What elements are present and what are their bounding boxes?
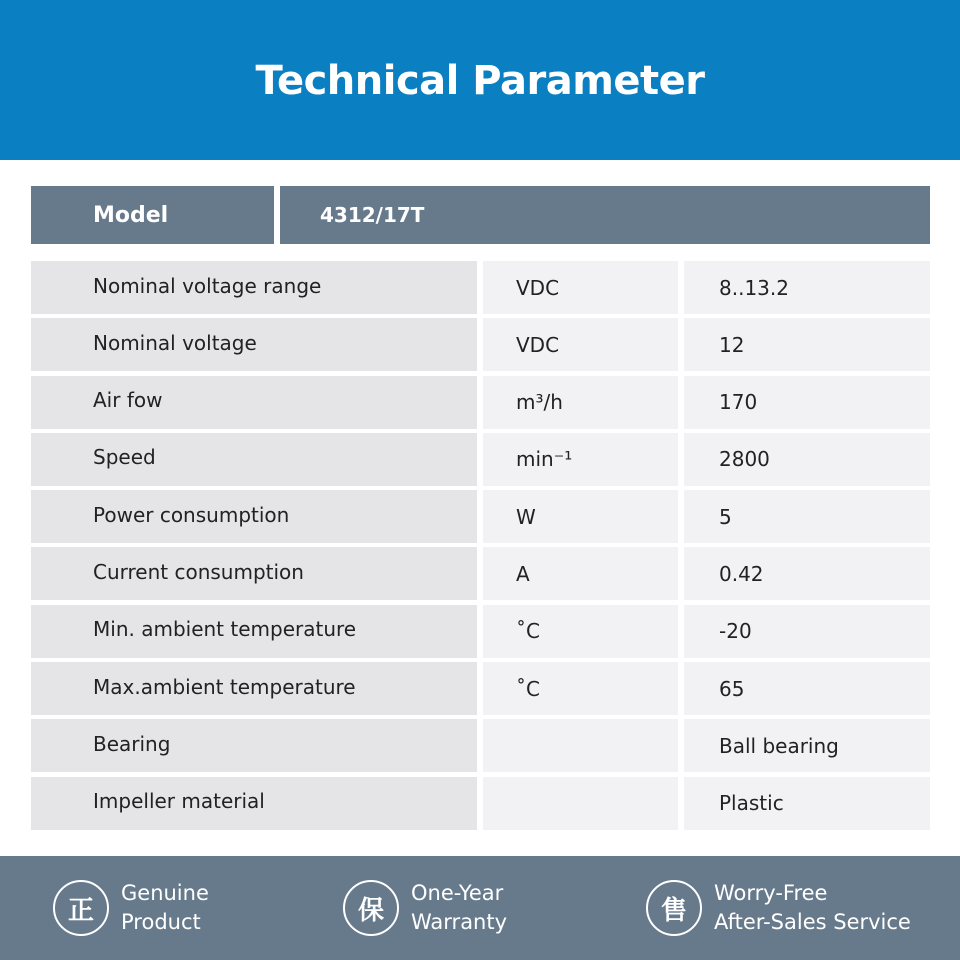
badge-text xyxy=(121,879,209,937)
parameter-value: Plastic xyxy=(684,777,930,830)
model-value: 4312/17T xyxy=(280,186,930,244)
model-label: Model xyxy=(31,186,274,244)
parameter-value: Ball bearing xyxy=(684,719,930,772)
spec-table xyxy=(31,261,930,834)
genuine-seal-icon: 正 xyxy=(53,880,109,936)
badge-line: Warranty xyxy=(411,910,508,934)
parameter-name: Nominal voltage xyxy=(31,318,477,371)
table-row xyxy=(31,433,930,486)
page-title: Technical Parameter xyxy=(255,58,705,104)
parameter-name: Impeller material xyxy=(31,777,477,830)
badge-line: Product xyxy=(121,910,201,934)
parameter-name: Bearing xyxy=(31,719,477,772)
parameter-name: Power consumption xyxy=(31,490,477,543)
parameter-name: Speed xyxy=(31,433,477,486)
table-row xyxy=(31,719,930,772)
parameter-unit: ˚C xyxy=(483,605,678,658)
table-row xyxy=(31,376,930,429)
parameter-value: 0.42 xyxy=(684,547,930,600)
parameter-unit: ˚C xyxy=(483,662,678,715)
parameter-name: Nominal voltage range xyxy=(31,261,477,314)
warranty-seal-icon: 保 xyxy=(343,880,399,936)
parameter-value: 2800 xyxy=(684,433,930,486)
parameter-unit: VDC xyxy=(483,261,678,314)
header-banner xyxy=(0,0,960,160)
parameter-unit: W xyxy=(483,490,678,543)
parameter-name: Current consumption xyxy=(31,547,477,600)
badge-line: Worry-Free xyxy=(714,881,828,905)
parameter-unit: min⁻¹ xyxy=(483,433,678,486)
badge-line: One-Year xyxy=(411,881,504,905)
genuine-product-badge xyxy=(53,856,209,960)
parameter-name: Max.ambient temperature xyxy=(31,662,477,715)
table-row xyxy=(31,318,930,371)
badge-text xyxy=(714,879,911,937)
footer-bar xyxy=(0,856,960,960)
parameter-unit: VDC xyxy=(483,318,678,371)
after-sales-seal-icon: 售 xyxy=(646,880,702,936)
parameter-value: -20 xyxy=(684,605,930,658)
badge-line: After-Sales Service xyxy=(714,910,911,934)
badge-text xyxy=(411,879,507,937)
parameter-unit xyxy=(483,777,678,830)
parameter-name: Air fow xyxy=(31,376,477,429)
warranty-badge xyxy=(343,856,507,960)
parameter-value: 5 xyxy=(684,490,930,543)
model-row xyxy=(31,186,930,244)
parameter-unit xyxy=(483,719,678,772)
parameter-value: 65 xyxy=(684,662,930,715)
table-row xyxy=(31,662,930,715)
parameter-value: 8..13.2 xyxy=(684,261,930,314)
parameter-unit: m³/h xyxy=(483,376,678,429)
parameter-unit: A xyxy=(483,547,678,600)
table-row xyxy=(31,605,930,658)
parameter-value: 12 xyxy=(684,318,930,371)
parameter-name: Min. ambient temperature xyxy=(31,605,477,658)
table-row xyxy=(31,261,930,314)
table-row xyxy=(31,490,930,543)
parameter-value: 170 xyxy=(684,376,930,429)
table-row xyxy=(31,547,930,600)
badge-line: Genuine xyxy=(121,881,209,905)
table-row xyxy=(31,777,930,830)
after-sales-badge xyxy=(646,856,911,960)
